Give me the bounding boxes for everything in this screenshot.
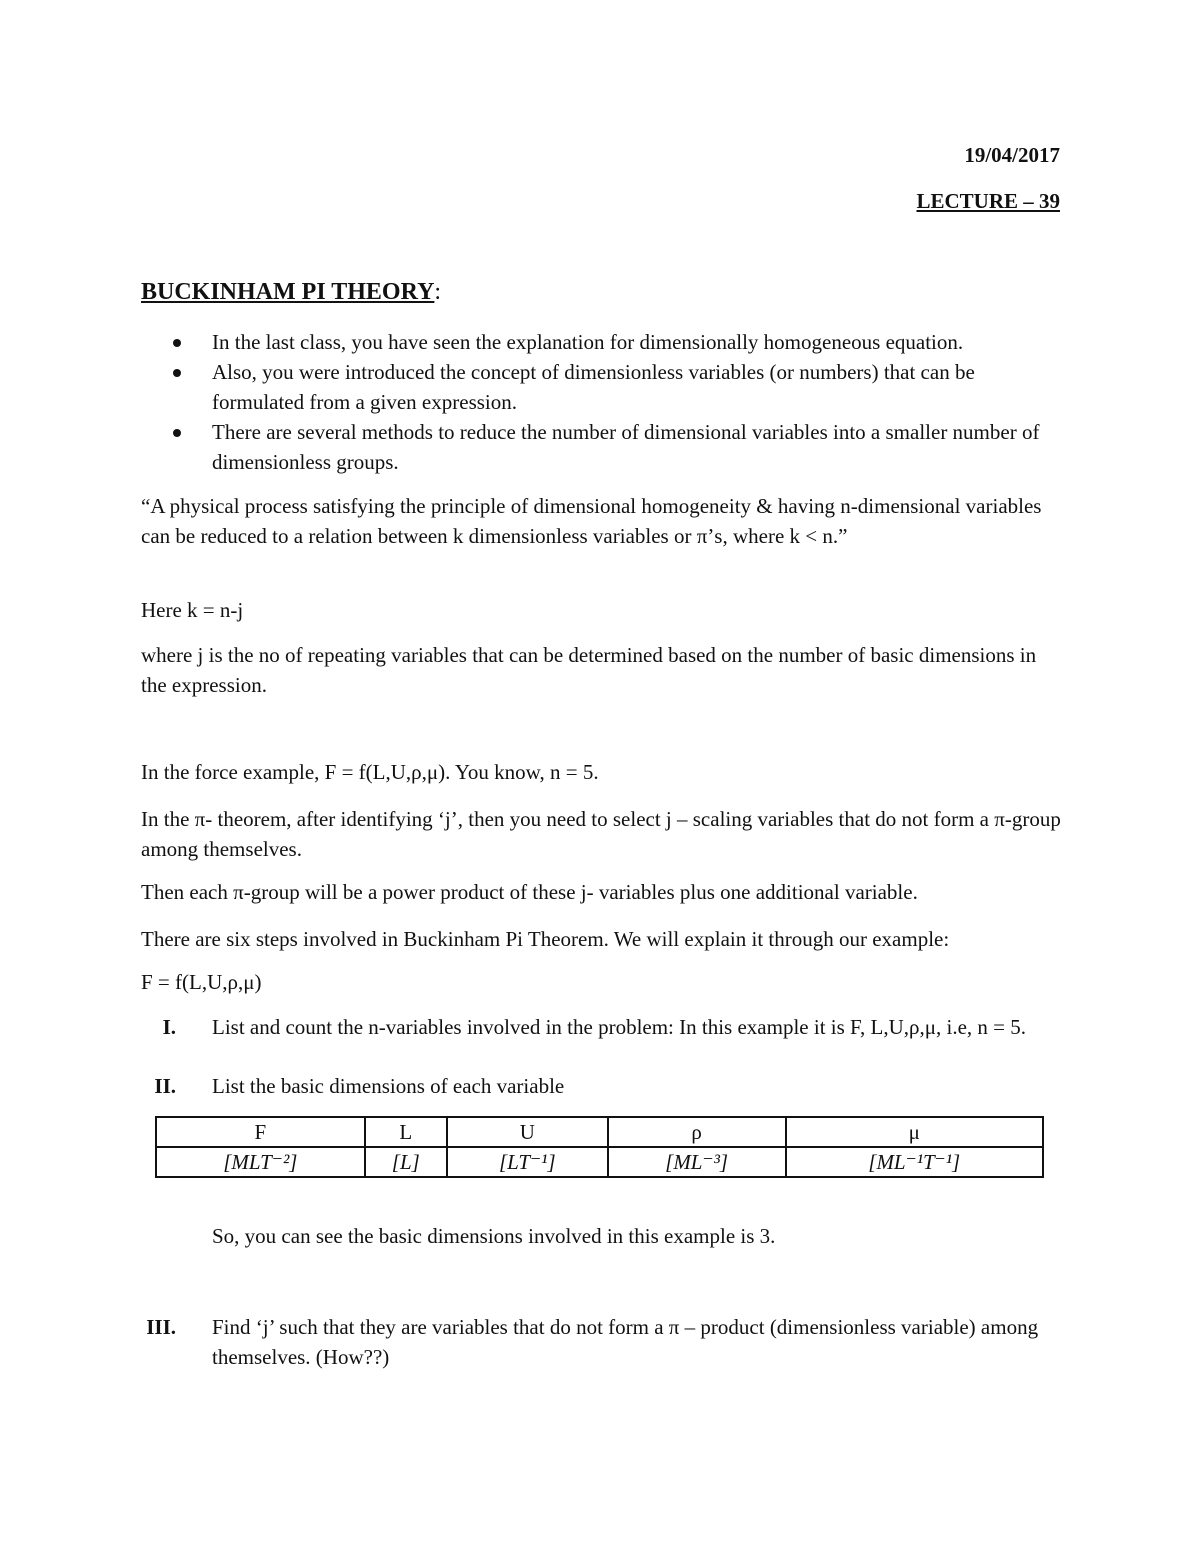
intro-bullet-list — [141, 327, 1071, 477]
table-cell: [MLT⁻²] — [156, 1147, 365, 1177]
j-explanation: where j is the no of repeating variables that can be determined based on the number of basic dimensions in the expression. — [141, 643, 1037, 697]
k-equation: Here k = n-j — [141, 598, 244, 622]
dimensions-table — [155, 1116, 1044, 1178]
table-cell: [ML⁻¹T⁻¹] — [786, 1147, 1043, 1177]
bullet-item — [141, 417, 1071, 477]
section-title-text: BUCKINHAM PI THEORY — [141, 279, 435, 305]
table-cell: [LT⁻¹] — [447, 1147, 608, 1177]
force-example: In the force example, F = f(L,U,ρ,μ). You know, n = 5. — [141, 760, 599, 784]
lecture-date: 19/04/2017 — [964, 143, 1060, 167]
section-title — [141, 277, 441, 307]
table-cell: L — [365, 1117, 447, 1147]
step-text: Find ‘j’ such that they are variables that do not form a π – product (dimensionless variable) among themselves. (How??) — [212, 1315, 1039, 1369]
table-cell: μ — [786, 1117, 1043, 1147]
lecture-number: LECTURE – 39 — [916, 189, 1060, 213]
function-equation: F = f(L,U,ρ,μ) — [141, 970, 262, 994]
step-number: III. — [146, 1315, 176, 1339]
step-text: List and count the n-variables involved in the problem: In this example it is F, L,U,ρ,μ, i.e, n = 5. — [212, 1015, 1027, 1039]
table-cell: ρ — [608, 1117, 786, 1147]
table-cell: [ML⁻³] — [608, 1147, 786, 1177]
step-text: List the basic dimensions of each variable — [212, 1074, 565, 1098]
pi-group-text: Then each π-group will be a power product of these j- variables plus one additional variable. — [141, 880, 918, 904]
table-cell: [L] — [365, 1147, 447, 1177]
table-row-dimensions — [156, 1147, 1043, 1177]
bullet-text: In the last class, you have seen the explanation for dimensionally homogeneous equation. — [212, 330, 964, 354]
table-cell: F — [156, 1117, 365, 1147]
bullet-icon — [173, 339, 181, 347]
step-number: I. — [162, 1015, 176, 1039]
table-row-variables — [156, 1117, 1043, 1147]
bullet-item — [141, 357, 1071, 417]
six-steps-text: There are six steps involved in Buckinham Pi Theorem. We will explain it through our example: — [141, 927, 950, 951]
bullet-icon — [173, 429, 181, 437]
pi-theorem-text: In the π- theorem, after identifying ‘j’, then you need to select j – scaling variables that do not form a π-group among themselves. — [141, 807, 1061, 861]
section-title-colon: : — [434, 279, 442, 305]
bullet-item — [141, 327, 1071, 357]
basic-dimensions-note: So, you can see the basic dimensions involved in this example is 3. — [212, 1224, 776, 1248]
step-number: II. — [154, 1074, 176, 1098]
bullet-text: There are several methods to reduce the number of dimensional variables into a smaller number of dimensionless groups. — [212, 420, 1040, 474]
bullet-text: Also, you were introduced the concept of dimensionless variables (or numbers) that can be formulated from a given expression. — [212, 360, 975, 414]
bullet-icon — [173, 369, 181, 377]
table-cell: U — [447, 1117, 608, 1147]
theorem-quote: “A physical process satisfying the principle of dimensional homogeneity & having n-dimensional variables can be reduced to a relation between k dimensionless variables or π’s, where k < n.” — [141, 494, 1042, 548]
